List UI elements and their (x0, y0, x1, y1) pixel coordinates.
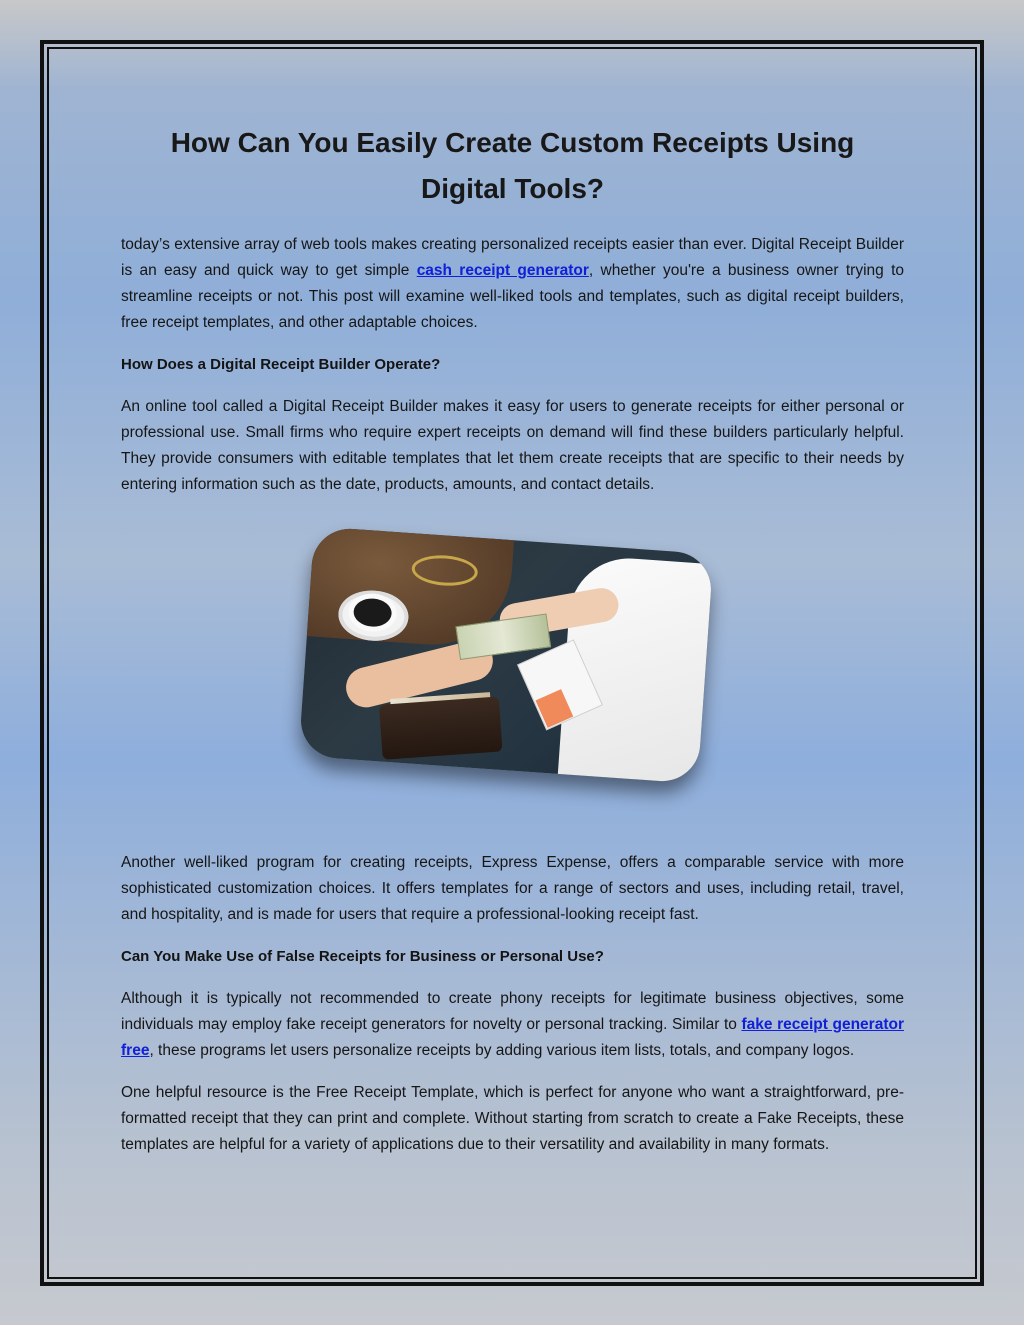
intro-text-before-link: today’s extensive array of web tools makes creating personalized receipts easier than ever. Digital Receipt Builder is an easy and quick way to get simple (121, 236, 904, 279)
section1-paragraph: An online tool called a Digital Receipt Builder makes it easy for users to generate receipts for either personal or professional use. Small firms who require expert receipts on demand will find these builders particularly helpful. They provide consumers with editable templates that let them create receipts that are specific to their needs by entering information such as the date, products, amounts, and contact details. (121, 398, 904, 493)
section2-text-after-link: , these programs let users personalize receipts by adding various item lists, totals, and company logos. (149, 1042, 855, 1059)
fake-receipt-generator-free-link[interactable]: fake receipt generator free (121, 1016, 904, 1059)
cash-receipt-generator-link[interactable]: cash receipt generator (416, 262, 589, 279)
paragraph-after-image: Another well-liked program for creating receipts, Express Expense, offers a comparable service with more sophisticated customization choices. It offers templates for a range of sectors and uses, including retail, travel, and hospitality, and is made for users that require a professional-looking receipt fast. (121, 854, 904, 923)
document-content (121, 120, 904, 1174)
section2-paragraph-2: One helpful resource is the Free Receipt Template, which is perfect for anyone who want a straightforward, pre-formatted receipt that they can print and complete. Without starting from scratch to create a Fake Receipts, these templates are helpful for a variety of applications due to their versatility and availability in many formats. (121, 1084, 904, 1153)
page-title: How Can You Easily Create Custom Receipts Using Digital Tools? (170, 127, 855, 204)
section2-text-before-link: Although it is typically not recommended to create phony receipts for legitimate business objectives, some individuals may employ fake receipt generators for novelty or personal tracking. Similar to (121, 990, 904, 1033)
figure (121, 520, 904, 840)
intro-paragraph (121, 232, 904, 336)
section2-paragraph-1 (121, 986, 904, 1064)
section1-heading: How Does a Digital Receipt Builder Operate? (121, 356, 441, 373)
receipt-exchange-photo (298, 526, 713, 783)
photo-wallet (379, 697, 503, 760)
intro-text-after-link: , whether you're a business owner trying to streamline receipts or not. This post will examine well-liked tools and templates, such as digital receipt builders, free receipt templates, and other adaptable choices. (121, 262, 904, 331)
section2-heading: Can You Make Use of False Receipts for Business or Personal Use? (121, 948, 604, 965)
